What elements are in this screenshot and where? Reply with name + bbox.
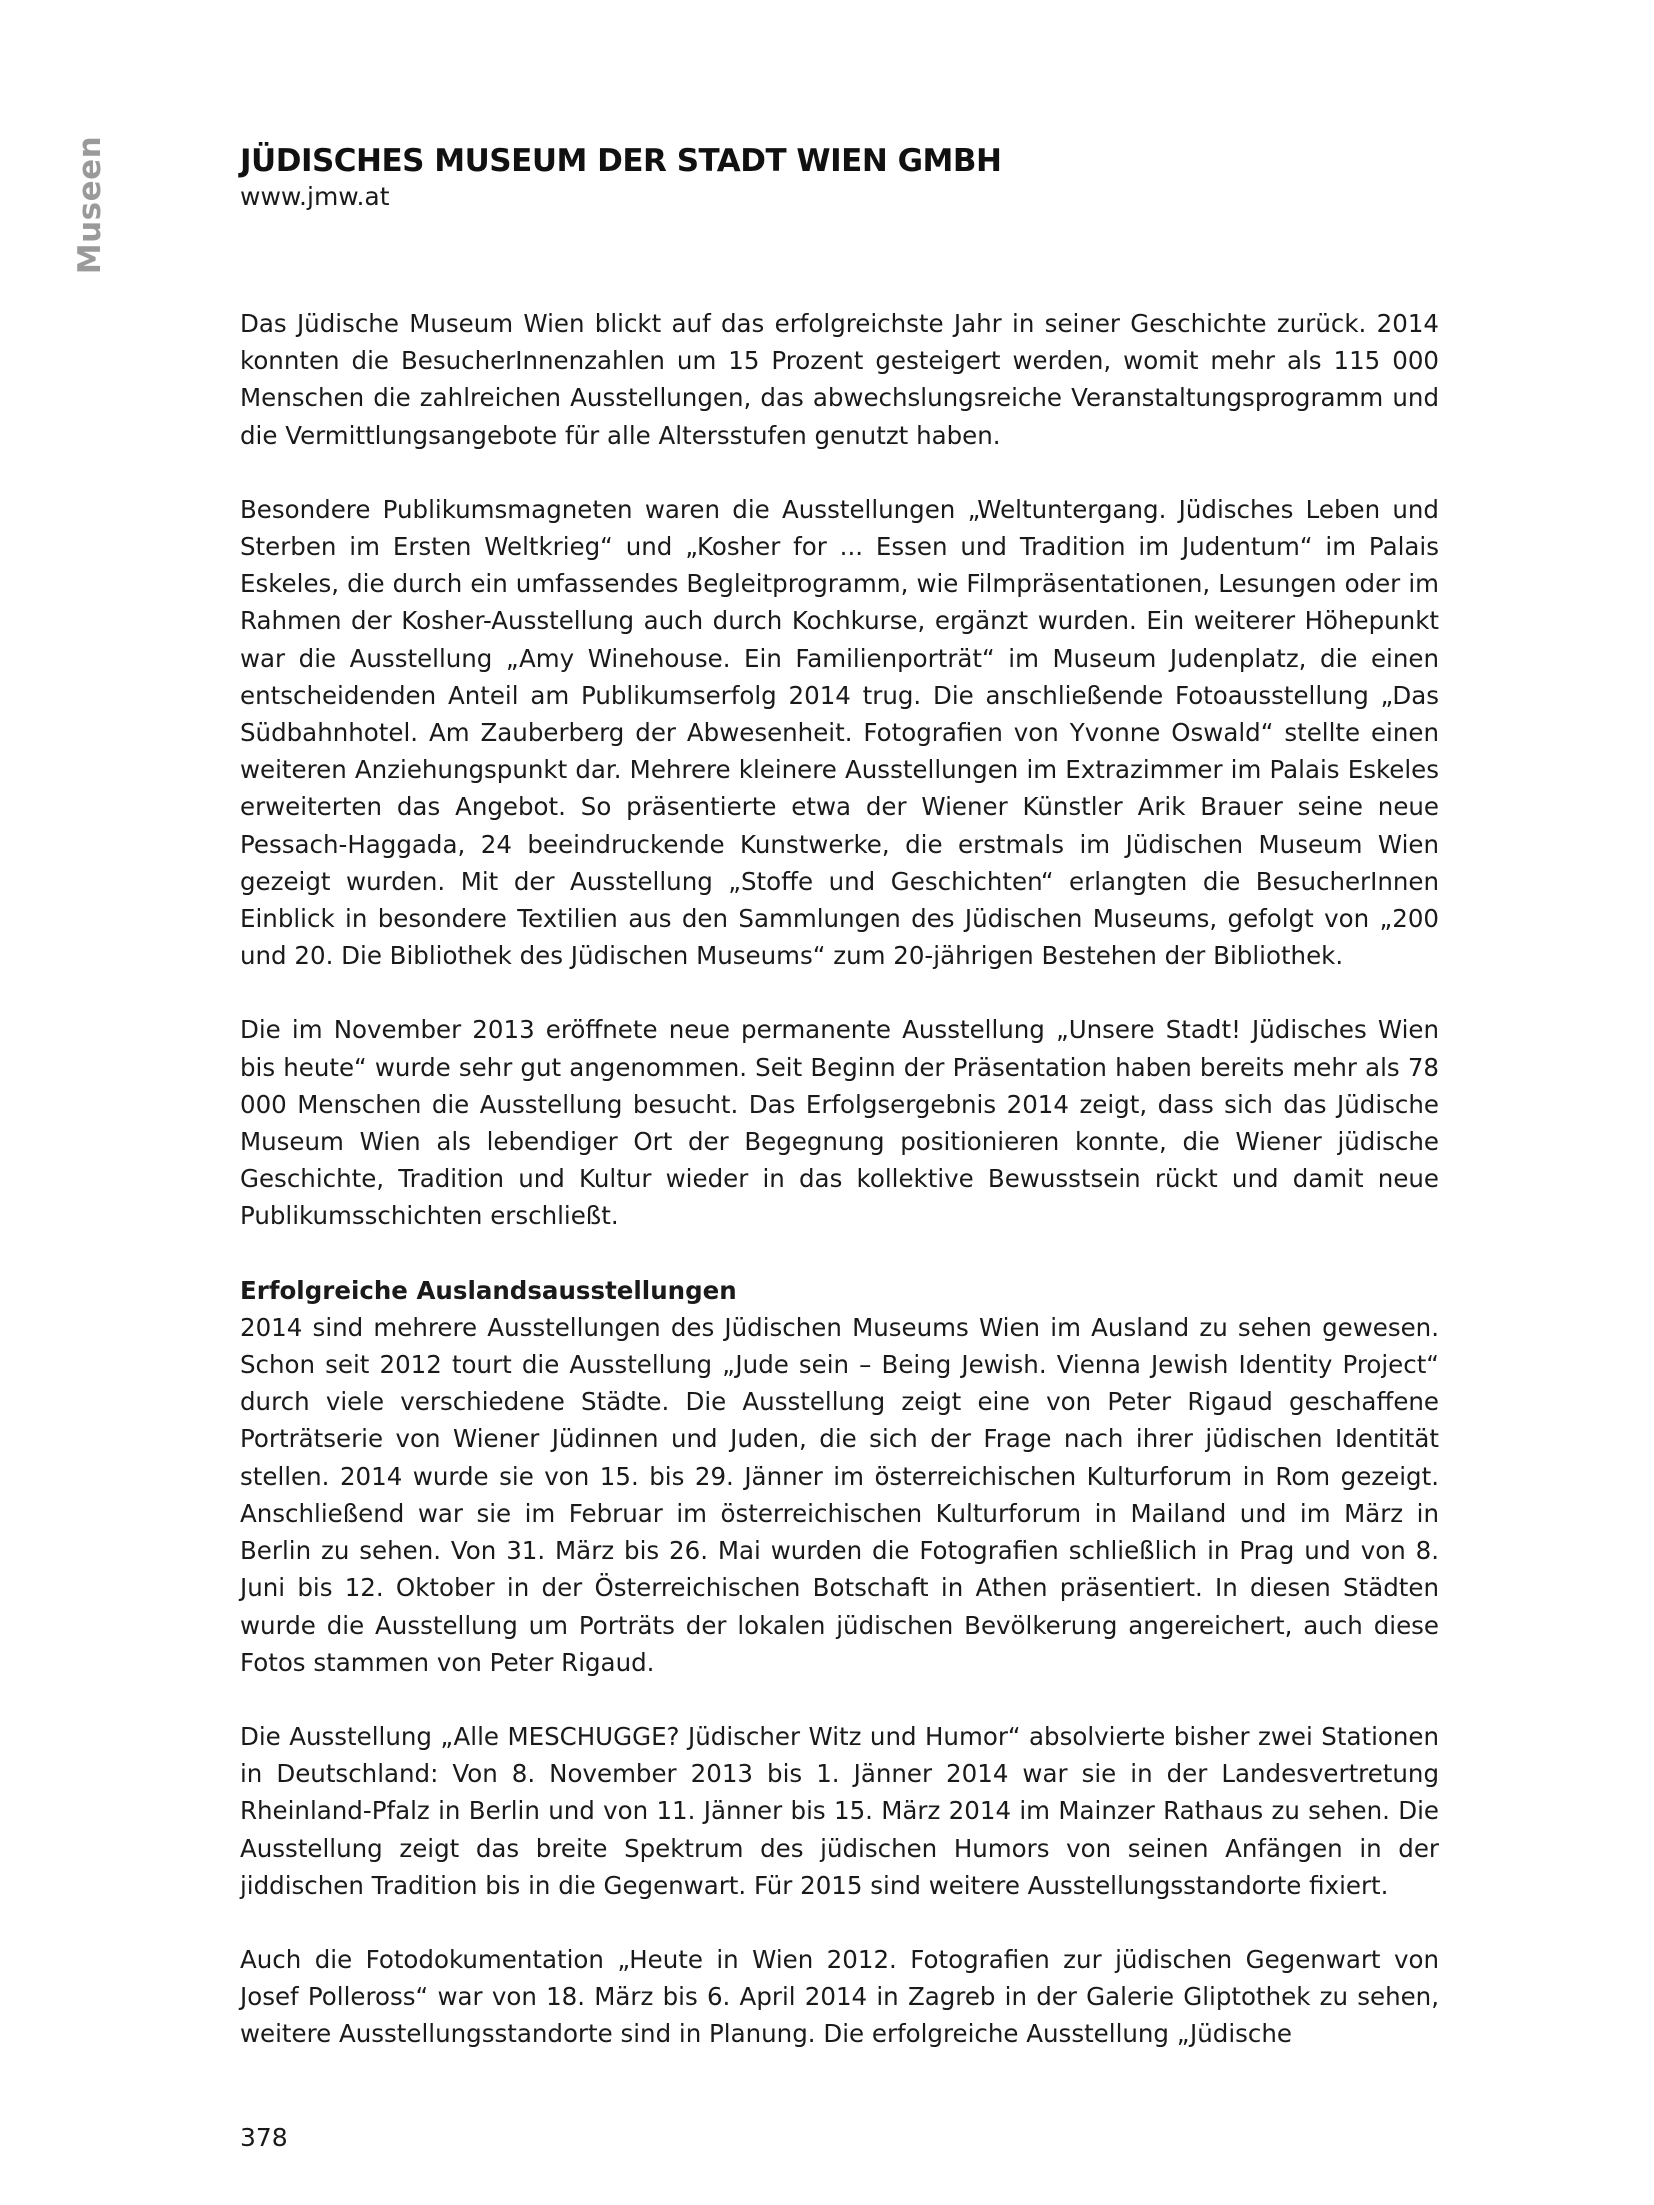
paragraph-exhibitions: Besondere Publikumsmagneten waren die Ausstellungen „Weltuntergang. Jüdisches Leben und Sterben im Ersten Weltkrieg“ und „Kosher for ... Essen und Tradition im Judentum“ im Palais Eskeles, die durch ein umfassendes Begleitprogramm, wie Filmpräsentationen, Lesungen oder im Rahmen der Kosher-Ausstellung auch durch Kochkurse, ergänzt wurden. Ein weiterer Höhepunkt war die Ausstellung „Amy Winehouse. Ein Familienporträt“ im Museum Judenplatz, die einen entscheidenden Anteil am Publikumserfolg 2014 trug. Die anschließende Fotoausstellung „Das Südbahnhotel. Am Zauberberg der Abwesenheit. Fotografien von Yvonne Oswald“ stellte einen weiteren Anziehungspunkt dar. Mehrere kleinere Ausstellungen im Extrazimmer im Palais Eskeles erweiterten das Angebot. So präsentierte etwa der Wiener Künstler Arik Brauer seine neue Pessach-Haggada, 24 beeindruckende Kunstwerke, die erstmals im Jüdischen Museum Wien gezeigt wurden. Mit der Ausstellung „Stoffe und Geschichten“ erlangten die BesucherInnen Einblick in besondere Textilien aus den Sammlungen des Jüdischen Museums, gefolgt von „200 und 20. Die Bibliothek des Jüdischen Museums“ zum 20-jährigen Bestehen der Bibliothek.	[240, 494, 1439, 971]
paragraph-abroad-2: Die Ausstellung „Alle MESCHUGGE? Jüdischer Witz und Humor“ absolvierte bisher zwei Stationen in Deutschland: Von 8. November 2013 bis 1. Jänner 2014 war sie in der Landesvertretung Rheinland-Pfalz in Berlin und von 11. Jänner bis 15. März 2014 im Mainzer Rathaus zu sehen. Die Ausstellung zeigt das breite Spektrum des jüdischen Humors von seinen Anfängen in der jiddischen Tradition bis in die Gegenwart. Für 2015 sind weitere Ausstellungsstandorte fixiert.	[240, 1721, 1439, 1900]
paragraph-abroad-3: Auch die Fotodokumentation „Heute in Wien 2012. Fotografien zur jüdischen Gegenwart von Josef Polleross“ war von 18. März bis 6. April 2014 in Zagreb in der Galerie Gliptothek zu sehen, weitere Ausstellungsstandorte sind in Planung. Die erfolgreiche Ausstellung „Jüdische	[240, 1944, 1439, 2049]
page-title: JÜDISCHES MUSEUM DER STADT WIEN GMBH	[240, 143, 1002, 179]
subsection-heading: Erfolgreiche Auslandsausstellungen	[240, 1275, 737, 1305]
section-tab-label: Museen	[72, 135, 108, 275]
website-url: www.jmw.at	[240, 182, 390, 211]
paragraph-permanent: Die im November 2013 eröffnete neue permanente Ausstellung „Unsere Stadt! Jüdisches Wien bis heute“ wurde sehr gut angenommen. Seit Beginn der Präsentation haben bereits mehr als 78 000 Menschen die Ausstellung besucht. Das Erfolgsergebnis 2014 zeigt, dass sich das Jüdische Museum Wien als lebendiger Ort der Begegnung positionieren konnte, die Wiener jüdische Geschichte, Tradition und Kultur wieder in das kollektive Bewusstsein rückt und damit neue Publikumsschichten erschließt.	[240, 1015, 1439, 1231]
page-content	[240, 142, 1439, 2090]
section-tab	[60, 135, 120, 275]
paragraph-intro: Das Jüdische Museum Wien blickt auf das erfolgreichste Jahr in seiner Geschichte zurück. 2014 konnten die BesucherInnenzahlen um 15 Prozent gesteigert werden, womit mehr als 115 000 Menschen die zahlreichen Ausstellungen, das abwechslungsreiche Veranstaltungsprogramm und die Vermittlungsangebote für alle Altersstufen genutzt haben.	[240, 309, 1439, 450]
page-number: 378	[240, 2123, 288, 2152]
paragraph-abroad-1: 2014 sind mehrere Ausstellungen des Jüdischen Museums Wien im Ausland zu sehen gewesen. Schon seit 2012 tourt die Ausstellung „Jude sein – Being Jewish. Vienna Jewish Identity Project“ durch viele verschiedene Städte. Die Ausstellung zeigt eine von Peter Rigaud geschaffene Porträtserie von Wiener Jüdinnen und Juden, die sich der Frage nach ihrer jüdischen Identität stellen. 2014 wurde sie von 15. bis 29. Jänner im österreichischen Kulturforum in Rom gezeigt. Anschließend war sie im Februar im österreichischen Kulturforum in Mailand und im März in Berlin zu sehen. Von 31. März bis 26. Mai wurden die Fotografien schließlich in Prag und von 8. Juni bis 12. Oktober in der Österreichischen Botschaft in Athen präsentiert. In diesen Städten wurde die Ausstellung um Porträts der lokalen jüdischen Bevölkerung angereichert, auch diese Fotos stammen von Peter Rigaud.	[240, 1312, 1439, 1677]
